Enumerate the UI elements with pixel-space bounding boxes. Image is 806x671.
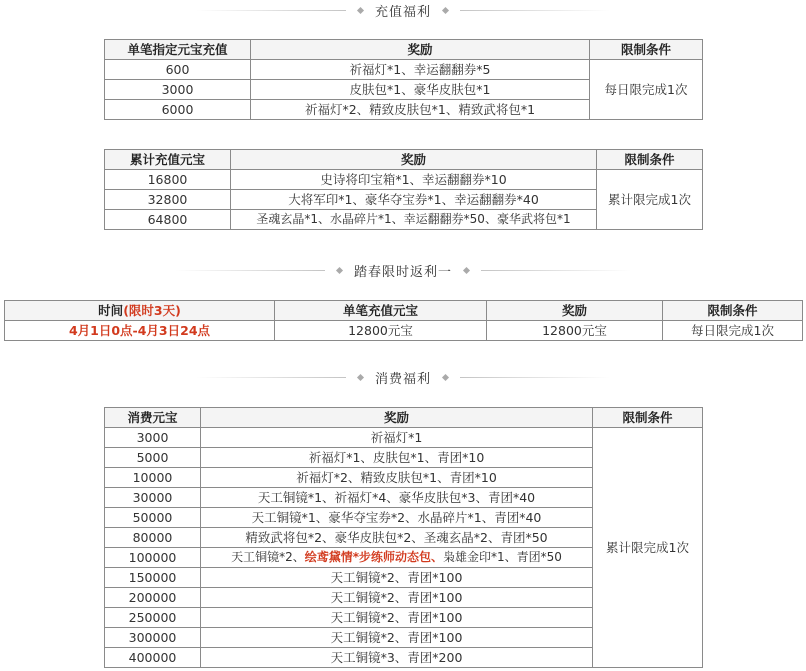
spring-title-text: 踏春限时返利一 [353, 264, 452, 280]
amount-cell: 3000 [105, 80, 251, 100]
diamond-icon [336, 266, 343, 273]
amount-cell: 5000 [105, 448, 201, 468]
reward-cell: 皮肤包*1、豪华皮肤包*1 [251, 80, 590, 100]
amount-cell: 150000 [105, 568, 201, 588]
reward-cell: 天工铜镜*2、青团*100 [201, 588, 593, 608]
condition-cell: 累计限完成1次 [597, 170, 703, 230]
header-time-limit: (限时3天) [123, 303, 181, 318]
divider-right [481, 270, 631, 271]
divider-left [175, 270, 325, 271]
diamond-icon [357, 373, 364, 380]
header-condition: 限制条件 [663, 301, 803, 321]
reward-text: 天工铜镜*2、 [231, 550, 305, 564]
divider-left [196, 10, 346, 11]
amount-cell: 100000 [105, 548, 201, 568]
time-cell: 4月1日0点-4月3日24点 [5, 321, 275, 341]
amount-cell: 6000 [105, 100, 251, 120]
reward-cell: 天工铜镜*1、豪华夺宝券*2、水晶碎片*1、青团*40 [201, 508, 593, 528]
recharge-title-text: 充值福利 [374, 4, 431, 20]
reward-cell: 天工铜镜*2、青团*100 [201, 568, 593, 588]
reward-cell: 祈福灯*1、皮肤包*1、青团*10 [201, 448, 593, 468]
header-single: 单笔充值元宝 [275, 301, 487, 321]
table-header-row [105, 40, 703, 60]
amount-cell: 300000 [105, 628, 201, 648]
table-header-row [105, 150, 703, 170]
diamond-icon [442, 6, 449, 13]
table-header-row [105, 408, 703, 428]
amount-cell: 250000 [105, 608, 201, 628]
table-row [105, 428, 703, 448]
reward-highlight: 绘鸢黛情*步练师动态包、 [304, 550, 443, 564]
consume-section-title [0, 367, 806, 387]
recharge-section-title [0, 0, 806, 20]
table-row [5, 321, 803, 341]
header-condition: 限制条件 [590, 40, 703, 60]
header-reward: 奖励 [231, 150, 597, 170]
reward-cell: 祈福灯*1 [201, 428, 593, 448]
header-time-label: 时间 [98, 303, 124, 318]
reward-cell: 祈福灯*2、精致皮肤包*1、青团*10 [201, 468, 593, 488]
table-row [105, 60, 703, 80]
header-reward: 奖励 [487, 301, 663, 321]
reward-cell [201, 548, 593, 568]
reward-cell: 精致武将包*2、豪华皮肤包*2、圣魂玄晶*2、青团*50 [201, 528, 593, 548]
reward-cell: 12800元宝 [487, 321, 663, 341]
table-row [105, 170, 703, 190]
amount-cell: 600 [105, 60, 251, 80]
consume-title-text: 消费福利 [374, 371, 431, 387]
cumulative-recharge-table [104, 149, 703, 230]
reward-cell: 史诗将印宝箱*1、幸运翻翻券*10 [231, 170, 597, 190]
condition-cell: 每日限完成1次 [663, 321, 803, 341]
condition-cell: 累计限完成1次 [593, 428, 703, 668]
amount-cell: 200000 [105, 588, 201, 608]
reward-cell: 祈福灯*1、幸运翻翻券*5 [251, 60, 590, 80]
table-header-row [5, 301, 803, 321]
reward-cell: 大将军印*1、豪华夺宝券*1、幸运翻翻券*40 [231, 190, 597, 210]
diamond-icon [442, 373, 449, 380]
amount-cell: 32800 [105, 190, 231, 210]
header-time [5, 301, 275, 321]
header-amount: 累计充值元宝 [105, 150, 231, 170]
reward-cell: 祈福灯*2、精致皮肤包*1、精致武将包*1 [251, 100, 590, 120]
reward-cell: 圣魂玄晶*1、水晶碎片*1、幸运翻翻券*50、豪华武将包*1 [231, 210, 597, 230]
amount-cell: 30000 [105, 488, 201, 508]
condition-cell: 每日限完成1次 [590, 60, 703, 120]
spring-rebate-table [4, 300, 803, 341]
reward-cell: 天工铜镜*2、青团*100 [201, 628, 593, 648]
divider-left [196, 377, 346, 378]
header-amount: 单笔指定元宝充值 [105, 40, 251, 60]
consume-table [104, 407, 703, 668]
reward-text: 枭雄金印*1、青团*50 [443, 550, 562, 564]
amount-cell: 16800 [105, 170, 231, 190]
header-reward: 奖励 [201, 408, 593, 428]
header-condition: 限制条件 [597, 150, 703, 170]
diamond-icon [463, 266, 470, 273]
amount-cell: 3000 [105, 428, 201, 448]
header-amount: 消费元宝 [105, 408, 201, 428]
amount-cell: 80000 [105, 528, 201, 548]
amount-cell: 50000 [105, 508, 201, 528]
reward-cell: 天工铜镜*3、青团*200 [201, 648, 593, 668]
header-reward: 奖励 [251, 40, 590, 60]
reward-cell: 天工铜镜*2、青团*100 [201, 608, 593, 628]
single-recharge-table [104, 39, 703, 120]
divider-right [460, 10, 610, 11]
amount-cell: 10000 [105, 468, 201, 488]
reward-cell: 天工铜镜*1、祈福灯*4、豪华皮肤包*3、青团*40 [201, 488, 593, 508]
divider-right [460, 377, 610, 378]
spring-section-title [0, 260, 806, 280]
header-condition: 限制条件 [593, 408, 703, 428]
amount-cell: 400000 [105, 648, 201, 668]
diamond-icon [357, 6, 364, 13]
single-cell: 12800元宝 [275, 321, 487, 341]
amount-cell: 64800 [105, 210, 231, 230]
